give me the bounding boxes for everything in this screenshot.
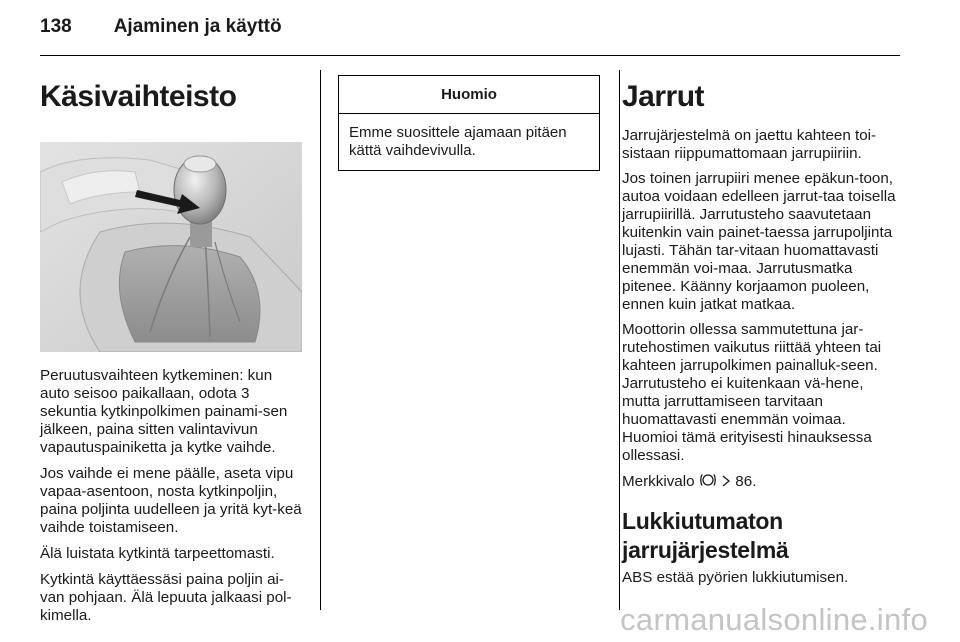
circuit-failure-paragraph: Jos toinen jarrupiiri menee epäkun-toon, autoa voidaan edelleen jarrut-taa toisella jarrupiirillä. Jarrutusteho saavutetaan kuitenkin vain painet-taessa jarrupoljinta lujasti. Tähän tar-vitaan huomattavasti enemmän voi-maa. Jarrutusmatka pitenee. Käänny korjaamon puoleen, ennen kuin jatkat matkaa. bbox=[622, 170, 896, 313]
column-divider-right bbox=[619, 70, 620, 610]
clutch-slip-paragraph: Älä luistata kytkintä tarpeettomasti. bbox=[40, 545, 275, 562]
header-divider bbox=[40, 55, 900, 56]
middle-column bbox=[338, 64, 600, 171]
page-ref-arrow-icon bbox=[721, 474, 731, 493]
brakes-heading: Jarrut bbox=[622, 80, 705, 113]
notice-title: Huomio bbox=[339, 76, 599, 114]
brake-circuits-paragraph: Jarrujärjestelmä on jaettu kahteen toi-sistaan riippumattomaan jarrupiiriin. bbox=[622, 127, 877, 162]
brake-warning-icon bbox=[699, 472, 717, 493]
right-column bbox=[622, 64, 904, 594]
page-header bbox=[40, 16, 900, 38]
notice-body: Emme suosittele ajamaan pitäen kättä vaihdevivulla. bbox=[349, 124, 567, 159]
warning-light-page-ref: 86. bbox=[735, 473, 757, 490]
clutch-usage-paragraph: Kytkintä käyttäessäsi paina poljin ai-van pohjaan. Älä lepuuta jalkaasi pol-kimella. bbox=[40, 571, 292, 624]
abs-heading: Lukkiutumaton jarrujärjestelmä bbox=[622, 508, 789, 563]
warning-light-label: Merkkivalo bbox=[622, 473, 695, 490]
watermark: carmanualsonline.info bbox=[620, 602, 928, 637]
engine-off-paragraph: Moottorin ollessa sammutettuna jar-rutehostimen vaikutus riittää yhteen tai kahteen jarrupolkimen painalluk-seen. Jarrutusteho ei kuitenkaan vä-hene, mutta jarruttamiseen tarvitaan huomattavasti enemmän voimaa. Huomioi tämä erityisesti hinauksessa ollessasi. bbox=[622, 321, 882, 464]
column-divider-left bbox=[320, 70, 321, 610]
abs-paragraph: ABS estää pyörien lukkiutumisen. bbox=[622, 569, 849, 586]
notice-box bbox=[338, 75, 600, 171]
page-number: 138 bbox=[40, 16, 72, 37]
section-title: Ajaminen ja käyttö bbox=[113, 16, 282, 37]
manual-transmission-heading: Käsivaihteisto bbox=[40, 80, 237, 113]
left-column bbox=[40, 64, 302, 633]
reverse-gear-paragraph: Peruutusvaihteen kytkeminen: kun auto seisoo paikallaan, odota 3 sekuntia kytkinpolkimen painami-sen jälkeen, paina sitten valintavivun vapautuspainiketta ja kytke vaihde. bbox=[40, 367, 288, 456]
warning-light-line bbox=[622, 472, 904, 493]
gear-not-engaging-paragraph: Jos vaihde ei mene päälle, aseta vipu vapaa-asentoon, nosta kytkinpoljin, paina poljinta uudelleen ja yritä kyt-keä vaihde toistamiseen. bbox=[40, 465, 302, 536]
gear-shift-lever-illustration bbox=[40, 142, 302, 352]
